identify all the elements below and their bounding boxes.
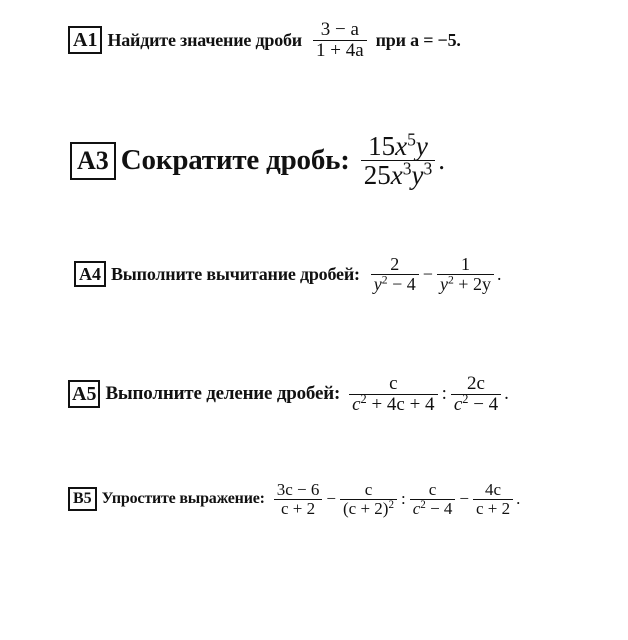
fraction (473, 481, 513, 518)
numerator: c (364, 480, 373, 499)
problem-text-a5: Выполните деление дробей: (105, 383, 341, 405)
problem-text-a1: Найдите значение дроби (107, 29, 302, 50)
minus-operator: − (422, 263, 433, 284)
problem-a3 (70, 129, 445, 191)
numerator: 2 (390, 254, 400, 274)
numerator: 1 (460, 254, 470, 274)
fraction (371, 255, 419, 294)
fraction (361, 129, 436, 191)
fraction (313, 20, 367, 61)
minus-operator: − (459, 489, 469, 509)
minus-operator: − (326, 489, 336, 509)
numerator: 4c (485, 480, 502, 499)
problem-tag-a5: A5 (68, 380, 100, 408)
problem-tag-a1: A1 (68, 26, 102, 54)
problem-b5 (68, 481, 520, 518)
end-period: . (516, 489, 521, 509)
math-expression-b5 (271, 481, 521, 518)
numerator: 3c − 6 (276, 480, 320, 499)
division-operator: : (441, 383, 447, 405)
fraction (437, 255, 494, 294)
denominator: $25x^3y^3$ (363, 158, 433, 191)
problem-text-a3: Сократите дробь: (120, 144, 350, 177)
fraction (340, 481, 397, 518)
problem-text-a4: Выполните вычитание дробей: (111, 263, 360, 284)
numerator: c (428, 480, 437, 499)
division-operator: : (401, 489, 406, 509)
fraction (451, 374, 501, 415)
fraction (274, 481, 323, 518)
problem-suffix-a1: при a = −5. (375, 29, 461, 50)
numerator: 2c (467, 373, 485, 394)
denominator: $y^2 + 2y$ (439, 273, 491, 294)
end-period: . (496, 263, 502, 284)
denominator: $c^2 - 4$ (453, 392, 499, 415)
numerator: c (389, 373, 398, 394)
denominator: 1 + 4a (315, 39, 364, 61)
problem-tag-a3: A3 (70, 142, 116, 180)
math-expression-a5 (346, 374, 509, 415)
denominator: c + 2 (281, 498, 316, 518)
numerator: $15x^5y$ (368, 129, 428, 161)
math-expression-a4 (368, 255, 502, 294)
math-expression-a3 (358, 129, 445, 191)
fraction (349, 374, 437, 415)
denominator: $c^2 - 4$ (412, 498, 453, 518)
end-period: . (504, 383, 509, 405)
problem-tag-a4: A4 (74, 261, 106, 287)
problem-a5 (68, 374, 509, 415)
numerator: 3 − a (320, 19, 359, 40)
problem-a4 (74, 255, 501, 294)
fraction (410, 481, 456, 518)
denominator: c + 2 (476, 498, 511, 518)
problem-a1 (68, 20, 461, 61)
problem-text-b5: Упростите выражение: (101, 490, 265, 508)
end-period: . (438, 145, 445, 176)
denominator: $y^2 - 4$ (373, 273, 416, 294)
math-expression-a1 (310, 20, 370, 61)
denominator: $(c + 2)^2$ (343, 498, 394, 518)
problem-tag-b5: B5 (68, 487, 97, 511)
denominator: $c^2 + 4c + 4$ (352, 392, 435, 415)
